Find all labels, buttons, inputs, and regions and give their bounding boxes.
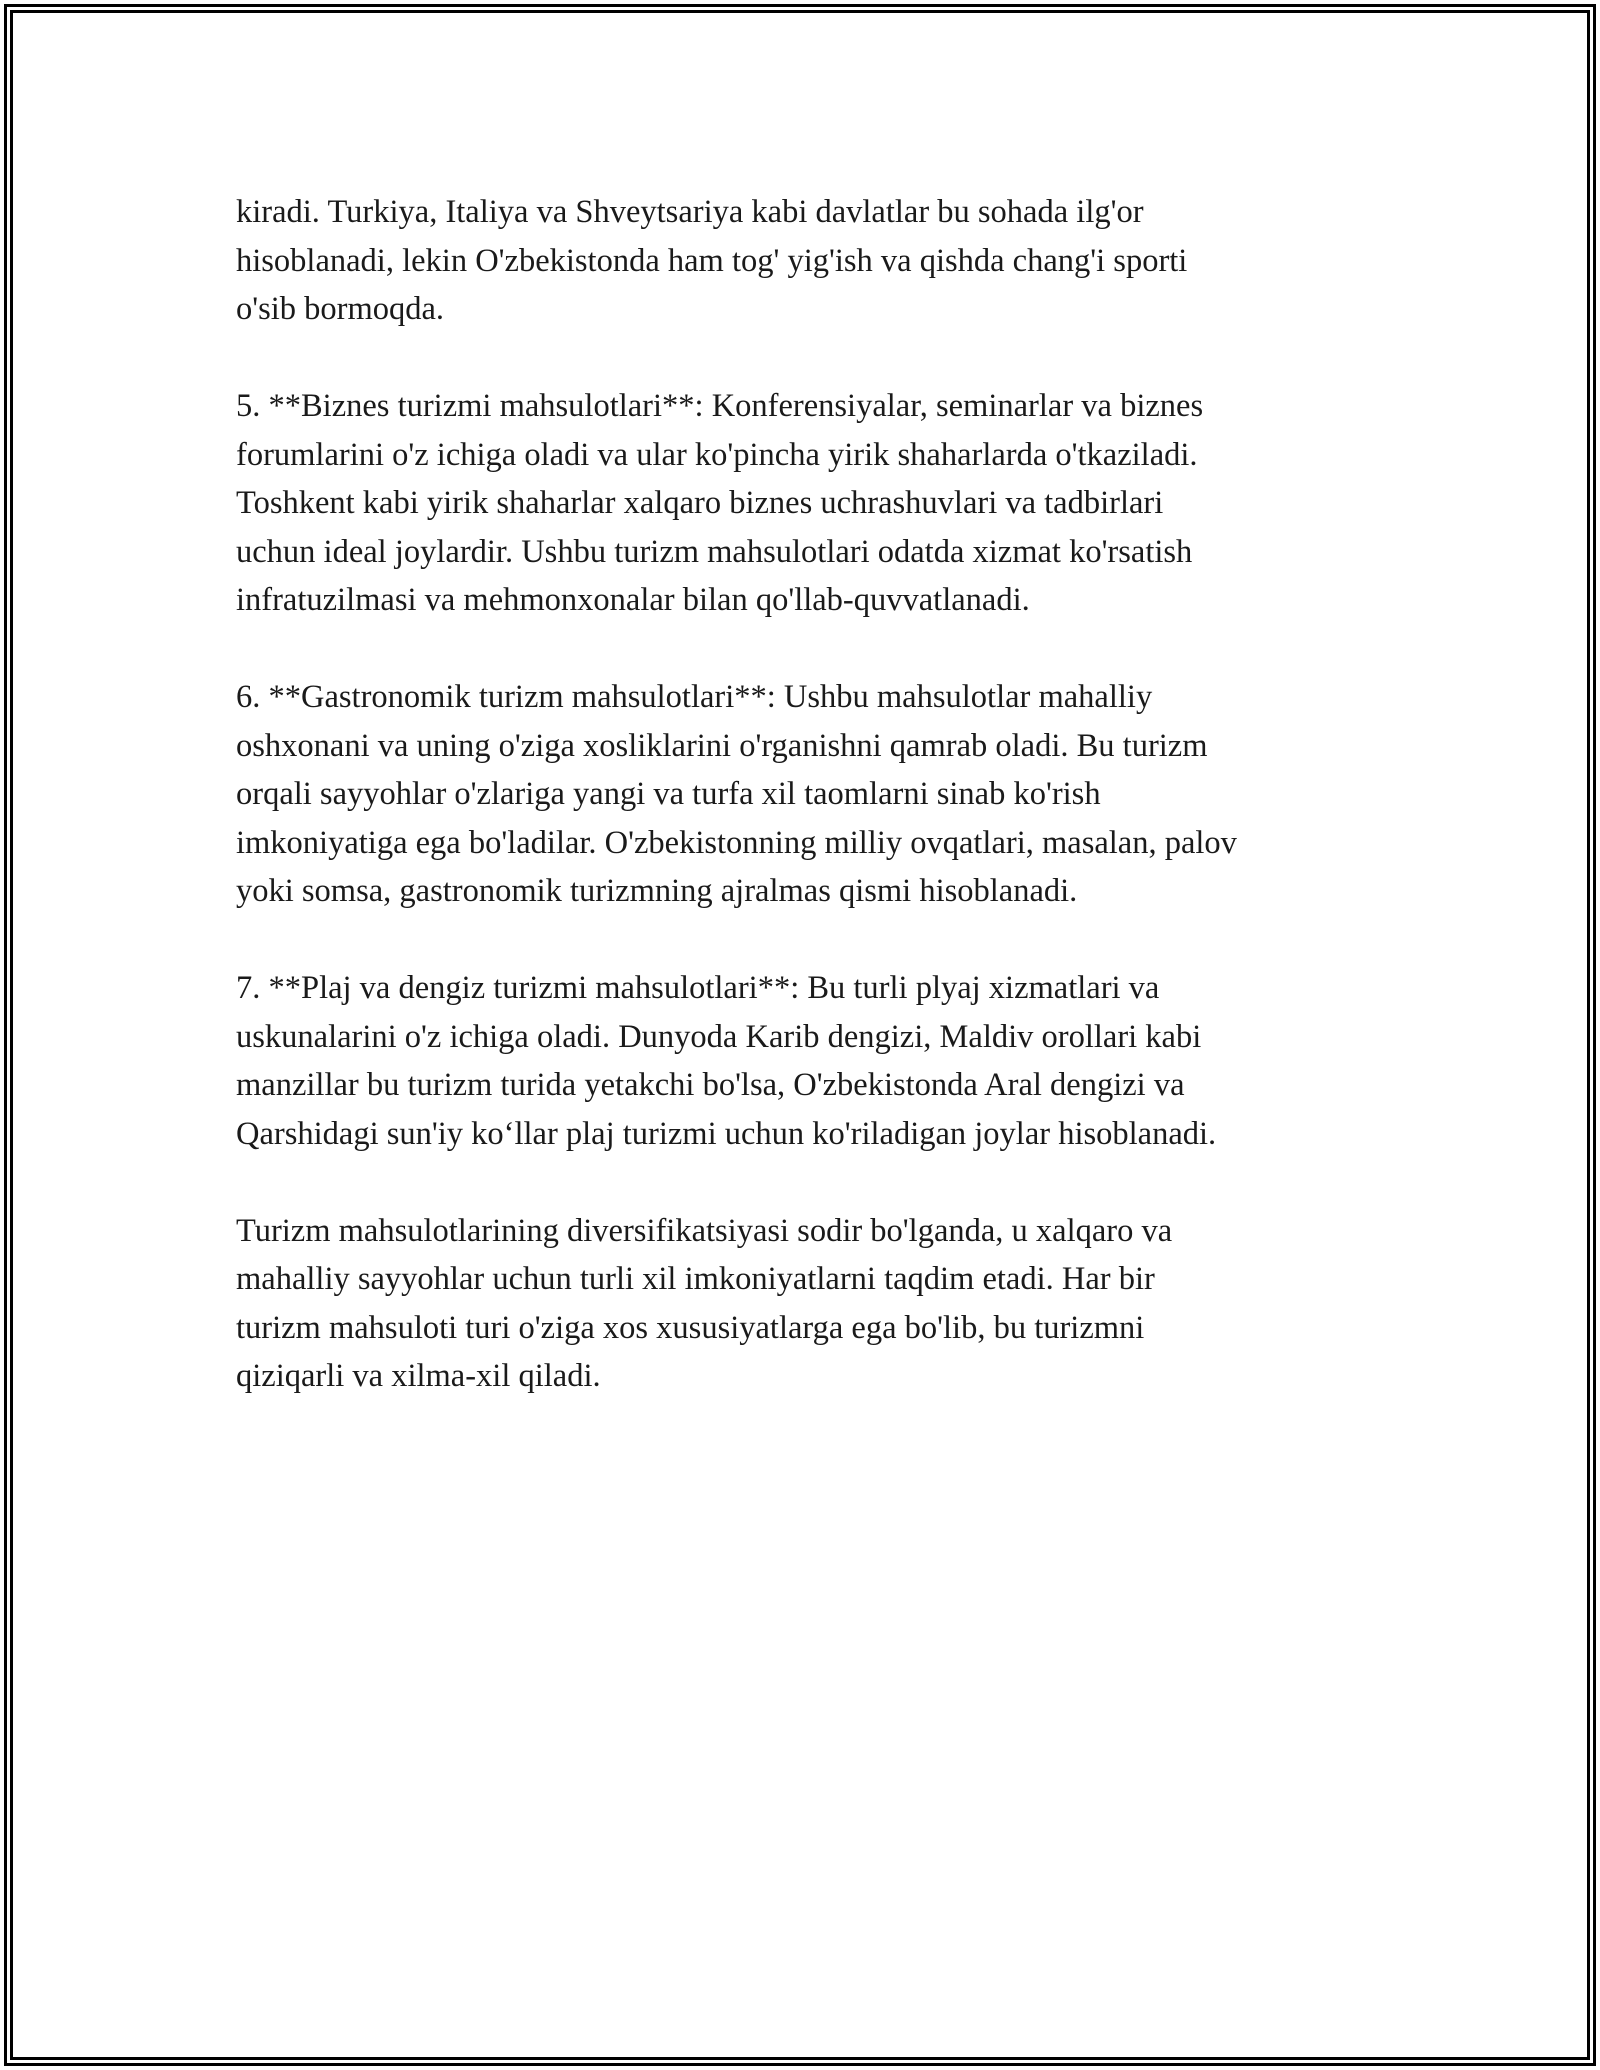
paragraph-beach-tourism: 7. **Plaj va dengiz turizmi mahsulotlari**: Bu turli plyaj xizmatlari va uskunalarini o'z ichiga oladi. Dunyoda Karib dengizi, Maldiv orollari kabi manzillar bu turizm turida yetakchi bo'lsa, O'zbekistonda Aral dengizi va Qarshidagi sun'iy ko‘llar plaj turizmi uchun ko'riladigan joylar hisoblanadi. (236, 970, 1217, 1152)
document-body (236, 188, 1386, 1449)
paragraph-gastronomic-tourism: 6. **Gastronomik turizm mahsulotlari**: Ushbu mahsulotlar mahalliy oshxonani va uning o'ziga xosliklarini o'rganishni qamrab oladi. Bu turizm orqali sayyohlar o'zlariga yangi va turfa xil taomlarni sinab ko'rish imkoniyatiga ega bo'ladilar. O'zbekistonning milliy ovqatlari, masalan, palov yoki somsa, gastronomik turizmning ajralmas qismi hisoblanadi. (236, 679, 1237, 909)
paragraph-business-tourism: 5. **Biznes turizmi mahsulotlari**: Konferensiyalar, seminarlar va biznes forumlarini o'z ichiga oladi va ular ko'pincha yirik shaharlarda o'tkaziladi. Toshkent kabi yirik shaharlar xalqaro biznes uchrashuvlari va tadbirlari uchun ideal joylardir. Ushbu turizm mahsulotlari odatda xizmat ko'rsatish infratuzilmasi va mehmonxonalar bilan qo'llab-quvvatlanadi. (236, 388, 1204, 618)
paragraph-conclusion: Turizm mahsulotlarining diversifikatsiyasi sodir bo'lganda, u xalqaro va mahalliy sayyohlar uchun turli xil imkoniyatlarni taqdim etadi. Har bir turizm mahsuloti turi o'ziga xos xususiyatlarga ega bo'lib, bu turizmni qiziqarli va xilma-xil qiladi. (236, 1212, 1173, 1394)
paragraph-continuation: kiradi. Turkiya, Italiya va Shveytsariya kabi davlatlar bu sohada ilg'or hisoblanadi, lekin O'zbekistonda ham tog' yig'ish va qishda chang'i sporti o'sib bormoqda. (236, 194, 1188, 327)
